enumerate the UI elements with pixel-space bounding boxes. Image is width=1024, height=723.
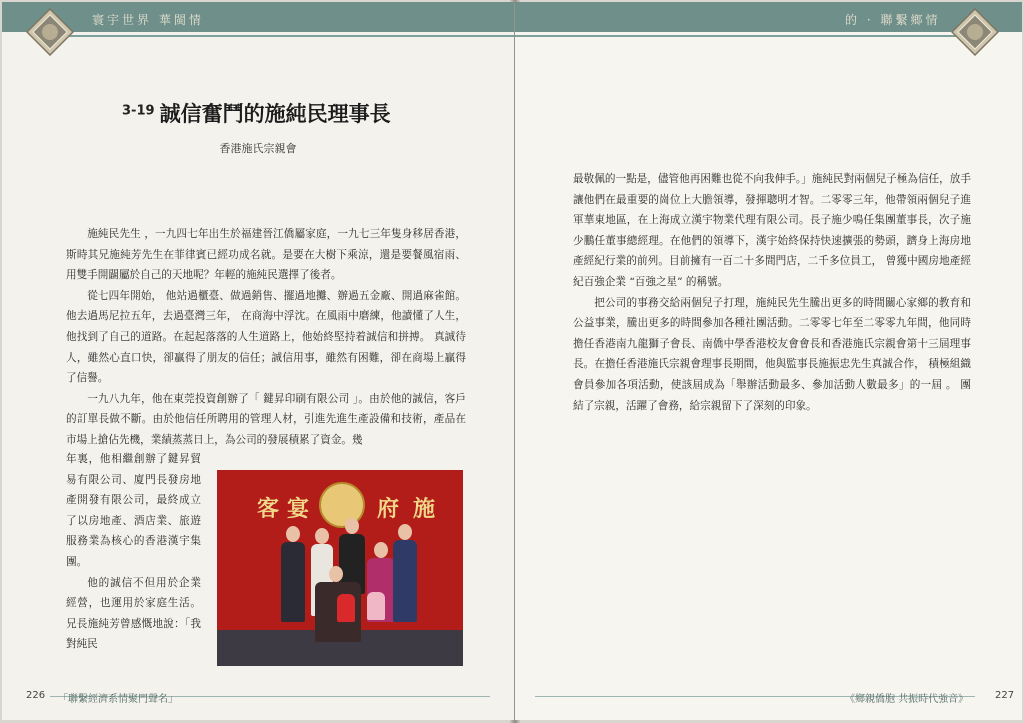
right-page: [515, 2, 1022, 720]
sign-character: 宴: [287, 496, 310, 522]
narrow-column-text: [66, 449, 201, 655]
left-page: [2, 2, 514, 720]
person-head: [374, 542, 388, 558]
footer-title: 「聯繫經濟系情聚門聲名」: [58, 694, 178, 705]
paragraph: 他的誠信不但用於企業經營，也運用於家庭生活。兄長施純芳曾感慨地說：「我對純民: [66, 576, 201, 651]
sign-character: 施: [413, 496, 436, 522]
article-subtitle: 香港施氏宗親會: [219, 142, 297, 155]
paragraph: 施純民先生 ，一九四七年出生於福建晉江僑屬家庭，一九七三年隻身移居香港，斯時其兄施純芳先生在菲律賓已經功成名就。是要在大樹下乘涼，還是要餐風宿雨、用雙手開闢屬於自己的天地呢？年輕的施純民選擇了後者。: [66, 228, 466, 282]
family-photo: [217, 470, 463, 666]
person-head: [329, 566, 343, 582]
left-body-text: [66, 224, 466, 451]
footer-title: 《鄉親僑胞 共振時代強音》: [845, 694, 969, 705]
header-band: [515, 2, 1022, 32]
child-figure: [367, 592, 385, 620]
page-number: 227: [995, 690, 1015, 701]
person-head: [345, 518, 359, 534]
diamond-ornament-icon: [26, 8, 74, 56]
sign-character: 府: [377, 496, 400, 522]
right-body-text: [573, 169, 971, 416]
person-figure: [281, 542, 305, 622]
person-head: [315, 528, 329, 544]
header-rule: [62, 35, 514, 37]
paragraph: 年裏，他相繼創辦了鍵昇貿易有限公司、廈門長發房地產開發有限公司，最終成立了以房地產、酒店業、旅遊服務業為核心的香港漢宇集團。: [66, 453, 201, 568]
title-text: 誠信奮鬥的施純民理事長: [159, 102, 391, 126]
header-band: [2, 2, 514, 32]
diamond-ornament-icon: [951, 8, 999, 56]
running-header: 寰宇世界 華閩情: [92, 13, 204, 27]
person-figure: [393, 540, 417, 622]
person-head: [286, 526, 300, 542]
paragraph: 最敬佩的一點是，儘管他再困難也從不向我伸手。」施純民對兩個兒子極為信任，放手讓他們在最重要的崗位上大膽領導，發揮聰明才智。二零零三年，他帶領兩個兒子進軍華東地區，在上海成立漢宇物業代理有限公司。長子施少鳴任集團董事長，次子施少鵬任董事總經理。在他們的領導下，漢宇始終保持快速擴張的勢頭，躋身上海房地產經紀行業的前列。目前擁有一百二十多間門店，二千多位員工， 曾獲中國房地產經紀百強企業 “百強之星” 的稱號。: [573, 173, 971, 288]
article-title: [122, 98, 391, 128]
paragraph: 一九八九年，他在東莞投資創辦了「 鍵昇印刷有限公司 」。由於他的誠信，客戶的訂單長做不斷。由於他信任所聘用的管理人材，引進先進生產設備和技術，產品在市場上搶佔先機，業績蒸蒸日上，為公司的發展積累了資金。幾: [66, 392, 466, 446]
child-figure: [337, 594, 355, 622]
running-header: 的 · 聯繫鄉情: [845, 13, 941, 27]
person-head: [398, 524, 412, 540]
paragraph: 從七四年開始， 他站過櫃臺、做過銷售、擺過地攤、辦過五金廠、開過麻雀館。他去過馬尼拉五年，去過臺灣三年， 在商海中浮沈。在風雨中磨練，他讀懂了人生，他找到了自己的道路。在起起落落的人生道路上，他始終堅持着誠信和拼搏。 真誠待人，雖然心直口快，卻贏得了朋友的信任；誠信用事，雖然有困難，卻在商場上贏得了信譽。: [66, 289, 466, 385]
paragraph: 把公司的事務交給兩個兒子打理，施純民先生騰出更多的時間關心家鄉的教育和公益事業，騰出更多的時間參加各種社團活動。二零零七年至二零零九年間，他同時擔任香港南九龍獅子會長、南僑中學香港校友會會長和香港施氏宗親會第十三屆理事長。在擔任香港施氏宗親會理事長期間，他與監事長施振忠先生真誠合作， 積極組織會員參加各項活動，使該屆成為「舉辦活動最多、參加活動人數最多」的一屆 。 團結了宗親，活躍了會務，給宗親留下了深刻的印象。: [573, 296, 971, 412]
page-number: 226: [26, 690, 46, 701]
sign-character: 客: [257, 496, 280, 522]
header-rule: [515, 35, 960, 37]
title-number: 3-19: [122, 103, 155, 119]
